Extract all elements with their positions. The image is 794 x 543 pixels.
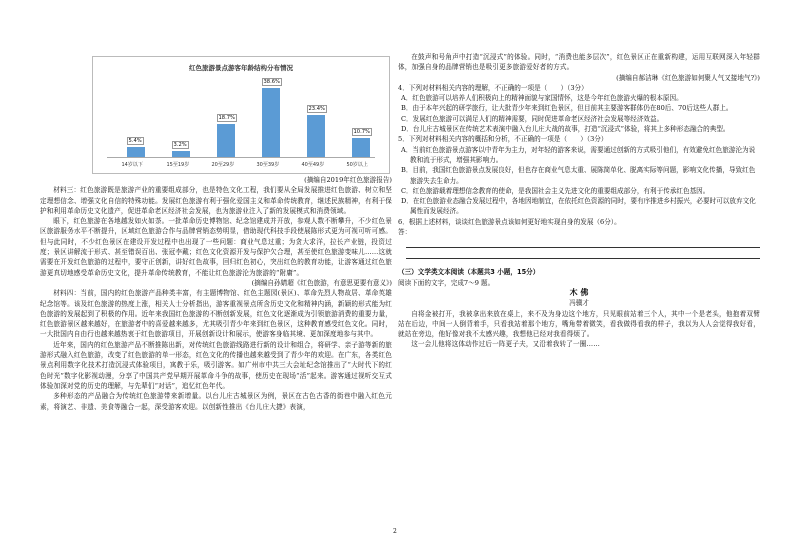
bar-4 xyxy=(307,115,325,157)
continued-source: (摘编自郝洁琳《红色旅游如何聚人气又接地气?》) xyxy=(616,73,760,82)
bar-value-label-5: 10.7% xyxy=(353,128,370,135)
bar-value-label-3: 38.6% xyxy=(263,79,280,86)
question-4-option-c: C．发展红色旅游可以满足人们的精神需要，同时促进革命老区经济社会发展等经济效益。 xyxy=(401,114,664,123)
material-3-paragraph-1: 材料三：红色旅游既是旅游产业的重要组成部分，也是特色文化工程，我们要从全局发展推进红色旅游、树立和坚定理想信念、增强文化自信的特殊功能。发展红色旅游有利于强化爱国主义和革命传统教育，继述民族精神，有利于保护和利用革命历史文化遗产，促进革命老区经济社会发展，也为旅游业注入了新的发展模式和消费领域。 xyxy=(40,186,392,215)
question-5-option-b: B．目前，我国红色旅游景点发展良好，但也存在商业气息太重、展陈简单化、脱离实际等问题，影响文化传播，导致红色旅游失去生命力。 xyxy=(401,166,756,185)
story-paragraph-2: 这一会儿他将这体动作过后一阵更子夫，又沿着我转了一圈…… xyxy=(411,340,601,349)
story-paragraph-1: 自将金被打开，我被拿出来放在桌上，来不及为身边这个地方，只见眼前站着三个人，其中一个是老头，他抱着双臂站在后边，中间一人倒背着手，只看我站着那个地方，嘴角带着微笑，看我做得看我的样子，我以为人人会觉得我好看，就站在旁边，他好像对我不太感兴趣，我想他已经对我看得烦了。 xyxy=(398,309,760,339)
question-6: 6．根据上述材料，谈谈红色旅游景点该如何更好地实现自身的发展（6分）。 xyxy=(398,217,621,226)
question-5-option-a: A．当前红色旅游景点游客以中青年为主力，对年轻的游客来说，需要通过创新的方式吸引他们，有效避免红色旅游沦为说教和流于形式，增强其影响力。 xyxy=(401,145,756,164)
material-5-paragraph-1: 近年来，国内的红色旅游产品不断推陈出新，对传统红色旅游线路进行新的设计和组合，将研学、亲子游等新的旅游形式融入红色旅游，改变了红色旅游的单一形态，红色文化的传播也越来越受到了青少年的欢迎。在广东，各类红色景点利用数字化技术打造沉浸式体验项目，寓教于乐，吸引游客。如广州市中共三大会址纪念馆推出了“大时代下的红色时光”数字化影视动漫，分享了中国共产党早期开展革命斗争的故事，使历史在现场“活”起来。游客通过视听交互式体验加深对党的历史的理解，与先辈们“对话”，追忆红色年代。 xyxy=(40,340,392,390)
category-label-1: 15至19岁 xyxy=(166,162,190,168)
question-4-option-b: B．由于本年兴起的研学旅行，让大批青少年来到红色景区，但目前其主要游客群体仍在80后、70后这些人群上。 xyxy=(401,104,733,113)
bar-value-label-0: 5.4% xyxy=(128,138,142,145)
answer-line-2[interactable] xyxy=(406,248,760,259)
material-3-source: (摘编自孙婧超《红色旅游，有意思更要有意义》) xyxy=(251,278,392,287)
section-3-heading: （三）文学类文本阅读（本题共3 小题，15分） xyxy=(398,268,540,277)
bar-value-label-1: 3.2% xyxy=(173,142,187,149)
material-3-paragraph-2: 眼下，红色旅游在各地越发如火如荼。一批革命历史博物馆、纪念馆建成并开放，参观人数不断攀升，不少红色景区旅游服务水平不断提升，区域红色旅游合作与品牌营销态势明显，借助现代科技手段使展陈形式更为可视可听可感。但与此同时，不少红色景区在建设开发过程中也出现了一些问题：商业气息过重；为贪大求洋，拉长产业链，投资过度；景区讲解流于形式、甚至错误百出、张冠李戴；红色文化资源开发与保护欠合理，甚至使红色旅游变味儿……这就需要在开发红色旅游的过程中，要守正创新，讲好红色故事，回归红色初心，突出红色的教育功能，让游客通过红色旅游更真切地感受革命历史文化，提升革命传统教育，不能让红色旅游沦为旅游的“附庸”。 xyxy=(40,217,392,277)
category-label-4: 40至49岁 xyxy=(301,162,325,168)
question-5: 5．下列对材料相关内容的概括和分析，不正确的一项是（ ）（3分） xyxy=(398,135,608,144)
continued-paragraph: 在鼓声和号角声中打造“沉浸式”的体验。同时，“消费也能多层次”，红色景区正在重新构建，运用互联网深入年轻群体，加强自身的品牌营销也是吸引更多旅游爱好者的方式。 xyxy=(398,53,760,72)
answer-label: 答： xyxy=(398,228,412,237)
material-4-paragraph-1: 材料四：当前，国内的红色旅游产品种类丰富，有主题博物馆、红色主题园(景区)、革命先烈人物故居、革命英雄纪念馆等。该及红色旅游的热度上涨，相关人士分析指出，游客重视景点所含历史文化和精神内涵，新颖的形式能为红色旅游的发展起到了积极的作用。近年来我国红色旅游的不断创新发展，红色文化逐渐成为引领旅游消费的重要力量，红色旅游景区越来越好，在旅游者中的喜爱越来越多，尤其吸引青少年来到红色景区，这种教育感受红色文化。同时，一大批国内自由行也越来越热衷于红色旅游项目，开展创新设计和展示，使游客身临其境、更加深度地参与其中。 xyxy=(40,289,392,339)
bar-2 xyxy=(217,124,235,157)
question-4-option-a: A．红色旅游可以培养人们积极向上的精神面貌与家国情怀，这是今年红色旅游火爆的根本原因。 xyxy=(401,94,683,103)
question-4-option-d: D．台儿庄古城景区在传统艺术表演中融入台儿庄大战的故事，打造“沉浸式”体验，将其上多种形态融合的典型。 xyxy=(401,125,730,134)
age-distribution-chart xyxy=(92,56,390,174)
story-title: 木 佛 xyxy=(569,287,589,297)
story-author: 冯骥才 xyxy=(569,299,589,308)
material-5-paragraph-2: 多种形态的产品融合为传统红色旅游带来新增量。以台儿庄古城景区为例，景区在古色古香的街巷中融入红色元素，将演艺、非遗、美食等融合一起，深受游客欢迎。以创新性推出《台儿庄大捷》表演， xyxy=(40,392,392,411)
bar-value-label-4: 23.4% xyxy=(308,106,325,113)
bar-1 xyxy=(172,151,190,157)
category-label-3: 30至39岁 xyxy=(256,162,280,168)
chart-title: 红色旅游景点游客年龄结构分布情况 xyxy=(189,64,293,72)
bar-value-label-2: 18.7% xyxy=(218,114,235,121)
section-3-instruction: 阅读下面的文字，完成7～9 题。 xyxy=(398,278,495,287)
category-label-5: 50岁以上 xyxy=(346,162,368,168)
category-label-0: 14岁以下 xyxy=(121,162,143,168)
bar-5 xyxy=(352,138,370,157)
question-4: 4．下列对材料相关内容的理解，不正确的一项是（ ）（3分） xyxy=(398,83,588,92)
chart-source: (摘编自2019年红色旅游报告) xyxy=(304,176,392,184)
category-label-2: 20至29岁 xyxy=(211,162,235,168)
question-5-option-c: C．红色旅游载着理想信念教育的使命，是我国社会主义先进文化的重要组成部分，有利于传承红色基因。 xyxy=(401,186,710,195)
bar-3 xyxy=(262,88,280,157)
answer-line-1[interactable] xyxy=(406,237,760,248)
question-5-option-d: D．在红色旅游业态融合发展过程中，各地因地制宜，在依托红色资源的同时，要有序推进乡村振兴，必要时可以放弃文化属性而发展经济。 xyxy=(401,197,756,216)
bar-0 xyxy=(127,147,145,157)
page-number: 2 xyxy=(393,528,397,535)
x-axis xyxy=(107,157,375,158)
